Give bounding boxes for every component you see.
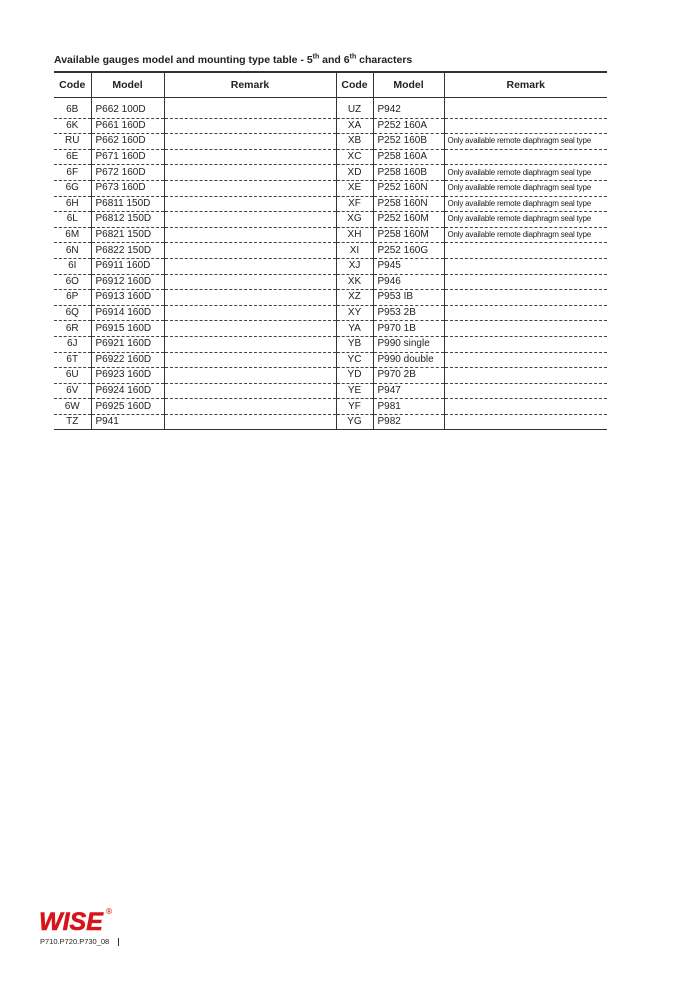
header-code: Code: [54, 72, 91, 98]
cell-code: 6Q: [54, 305, 91, 321]
table-row: [54, 399, 607, 415]
table-row: [54, 383, 607, 399]
cell-model: P6925 160D: [91, 399, 164, 415]
cell-code: XH: [336, 227, 373, 243]
cell-model: P947: [373, 383, 444, 399]
cell-model: P990 single: [373, 336, 444, 352]
table-row: [54, 212, 607, 228]
cell-model: P672 160D: [91, 165, 164, 181]
cell-remark: [164, 118, 336, 134]
cell-model: P6915 160D: [91, 321, 164, 337]
cell-code: 6N: [54, 243, 91, 259]
cell-model: P6911 160D: [91, 258, 164, 274]
cell-model: P982: [373, 414, 444, 430]
cell-code: 6E: [54, 149, 91, 165]
cell-model: P6912 160D: [91, 274, 164, 290]
cell-remark: [164, 414, 336, 430]
cell-model: P6924 160D: [91, 383, 164, 399]
cell-remark: Only available remote diaphragm seal type: [444, 196, 607, 212]
cell-model: P6921 160D: [91, 336, 164, 352]
cell-code: XC: [336, 149, 373, 165]
table-row: [54, 180, 607, 196]
cell-remark: [444, 243, 607, 259]
table-title: Available gauges model and mounting type table - 5th and 6th characters: [54, 53, 413, 66]
cell-remark: [164, 165, 336, 181]
table-row: [54, 274, 607, 290]
footer-divider: [118, 938, 119, 946]
table-row: [54, 414, 607, 430]
cell-remark: [444, 352, 607, 368]
cell-remark: [164, 227, 336, 243]
cell-remark: [164, 98, 336, 119]
cell-remark: [444, 399, 607, 415]
cell-code: XK: [336, 274, 373, 290]
cell-model: P6822 150D: [91, 243, 164, 259]
table-row: [54, 227, 607, 243]
cell-remark: Only available remote diaphragm seal type: [444, 212, 607, 228]
table-row: [54, 368, 607, 384]
cell-model: P953 IB: [373, 290, 444, 306]
table-row: [54, 134, 607, 150]
cell-model: P258 160B: [373, 165, 444, 181]
cell-code: YF: [336, 399, 373, 415]
cell-remark: [444, 290, 607, 306]
cell-model: P252 160G: [373, 243, 444, 259]
cell-remark: [164, 243, 336, 259]
cell-model: P252 160M: [373, 212, 444, 228]
cell-remark: [444, 98, 607, 119]
cell-remark: [164, 258, 336, 274]
table-row: [54, 165, 607, 181]
cell-remark: [444, 305, 607, 321]
table-row: [54, 290, 607, 306]
cell-remark: [164, 149, 336, 165]
cell-model: P252 160A: [373, 118, 444, 134]
cell-model: P662 100D: [91, 98, 164, 119]
cell-remark: [164, 321, 336, 337]
cell-model: P6913 160D: [91, 290, 164, 306]
header-remark: Remark: [164, 72, 336, 98]
cell-model: P258 160N: [373, 196, 444, 212]
cell-remark: [444, 118, 607, 134]
cell-code: YB: [336, 336, 373, 352]
cell-code: 6F: [54, 165, 91, 181]
cell-model: P671 160D: [91, 149, 164, 165]
cell-code: 6W: [54, 399, 91, 415]
wise-logo: [38, 904, 118, 934]
cell-code: 6G: [54, 180, 91, 196]
cell-remark: [164, 134, 336, 150]
cell-model: P970 2B: [373, 368, 444, 384]
cell-code: XD: [336, 165, 373, 181]
cell-model: P981: [373, 399, 444, 415]
cell-remark: [444, 149, 607, 165]
cell-model: P252 160N: [373, 180, 444, 196]
cell-code: 6J: [54, 336, 91, 352]
table-header-row: [54, 72, 607, 98]
cell-model: P946: [373, 274, 444, 290]
cell-code: 6L: [54, 212, 91, 228]
cell-remark: [164, 274, 336, 290]
cell-code: 6M: [54, 227, 91, 243]
cell-code: UZ: [336, 98, 373, 119]
cell-model: P252 160B: [373, 134, 444, 150]
cell-code: 6B: [54, 98, 91, 119]
cell-code: XE: [336, 180, 373, 196]
cell-remark: [444, 368, 607, 384]
cell-code: XJ: [336, 258, 373, 274]
cell-code: XZ: [336, 290, 373, 306]
cell-remark: Only available remote diaphragm seal type: [444, 134, 607, 150]
cell-remark: Only available remote diaphragm seal type: [444, 180, 607, 196]
table-row: [54, 243, 607, 259]
cell-code: YG: [336, 414, 373, 430]
cell-code: XA: [336, 118, 373, 134]
table-row: [54, 336, 607, 352]
cell-model: P941: [91, 414, 164, 430]
cell-remark: Only available remote diaphragm seal type: [444, 227, 607, 243]
cell-model: P6821 150D: [91, 227, 164, 243]
cell-model: P6923 160D: [91, 368, 164, 384]
table-row: [54, 321, 607, 337]
cell-model: P942: [373, 98, 444, 119]
cell-code: XY: [336, 305, 373, 321]
cell-code: 6R: [54, 321, 91, 337]
table-row: [54, 305, 607, 321]
cell-code: 6T: [54, 352, 91, 368]
cell-code: YA: [336, 321, 373, 337]
cell-code: YE: [336, 383, 373, 399]
cell-model: P258 160A: [373, 149, 444, 165]
cell-code: YC: [336, 352, 373, 368]
cell-remark: Only available remote diaphragm seal type: [444, 165, 607, 181]
cell-remark: [164, 212, 336, 228]
cell-remark: [444, 258, 607, 274]
cell-model: P970 1B: [373, 321, 444, 337]
header-remark: Remark: [444, 72, 607, 98]
cell-model: P6914 160D: [91, 305, 164, 321]
cell-code: 6V: [54, 383, 91, 399]
gauge-model-table: [54, 71, 607, 430]
cell-model: P258 160M: [373, 227, 444, 243]
table-row: [54, 196, 607, 212]
cell-remark: [444, 383, 607, 399]
cell-code: RU: [54, 134, 91, 150]
cell-remark: [444, 274, 607, 290]
cell-model: P661 160D: [91, 118, 164, 134]
cell-code: TZ: [66, 416, 79, 428]
cell-remark: [444, 414, 607, 430]
cell-remark: [164, 305, 336, 321]
cell-remark: [164, 368, 336, 384]
table-row: [54, 118, 607, 134]
header-code: Code: [336, 72, 373, 98]
table-row: [54, 98, 607, 119]
table-row: [54, 258, 607, 274]
cell-code: YD: [336, 368, 373, 384]
cell-code: 6I: [54, 258, 91, 274]
table-body: [54, 98, 607, 430]
cell-remark: [164, 383, 336, 399]
cell-remark: [444, 321, 607, 337]
cell-model: P6812 150D: [91, 212, 164, 228]
cell-code: 6H: [54, 196, 91, 212]
cell-code: XB: [336, 134, 373, 150]
cell-code: XF: [336, 196, 373, 212]
cell-remark: [164, 290, 336, 306]
cell-remark: [164, 196, 336, 212]
cell-model: P6811 150D: [91, 196, 164, 212]
header-model: Model: [91, 72, 164, 98]
document-code: P710.P720.P730_08: [40, 937, 110, 946]
cell-remark: [164, 180, 336, 196]
cell-code: 6K: [54, 118, 91, 134]
cell-remark: [164, 352, 336, 368]
logo-wordmark: WISE: [39, 908, 103, 934]
cell-code: 6P: [54, 290, 91, 306]
cell-model: P673 160D: [91, 180, 164, 196]
header-model: Model: [373, 72, 444, 98]
cell-code: 6U: [54, 368, 91, 384]
table-row: [54, 352, 607, 368]
cell-remark: [164, 399, 336, 415]
cell-code: 6O: [54, 274, 91, 290]
cell-remark: [164, 336, 336, 352]
cell-model: P662 160D: [91, 134, 164, 150]
registered-mark: ®: [105, 907, 113, 916]
cell-code: XI: [336, 243, 373, 259]
cell-model: P6922 160D: [91, 352, 164, 368]
cell-model: P990 double: [373, 352, 444, 368]
cell-model: P945: [373, 258, 444, 274]
cell-remark: [444, 336, 607, 352]
cell-code: XG: [336, 212, 373, 228]
table-row: [54, 149, 607, 165]
cell-model: P953 2B: [373, 305, 444, 321]
